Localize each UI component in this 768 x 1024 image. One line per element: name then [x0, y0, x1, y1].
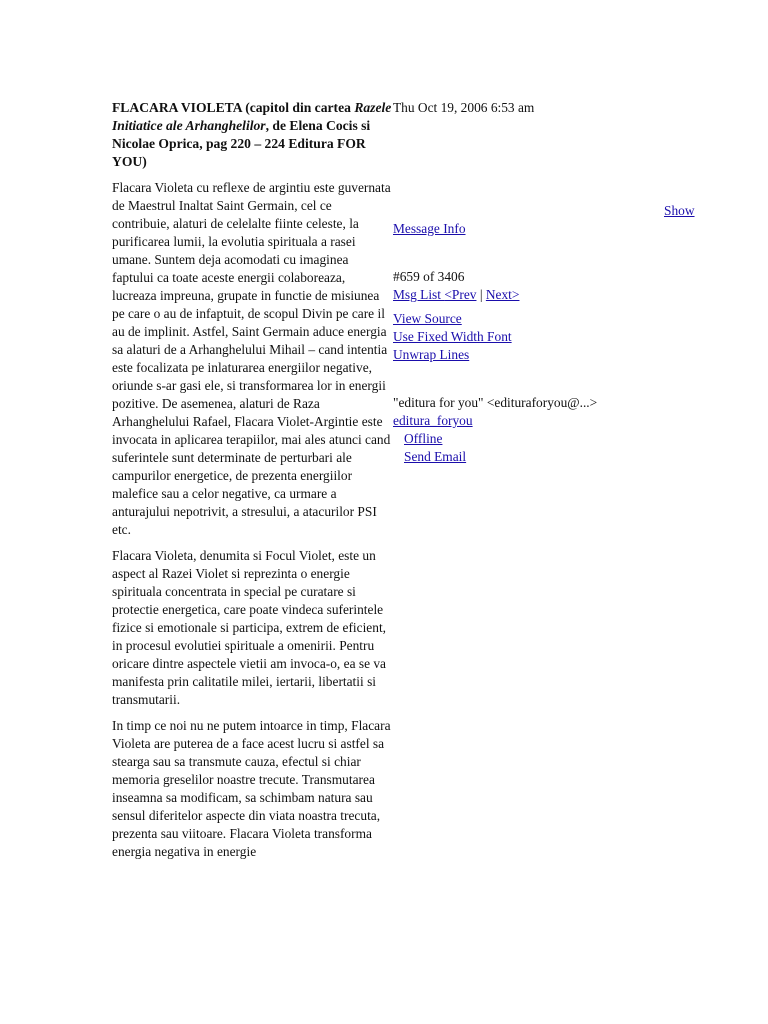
paragraph-1: Flacara Violeta cu reflexe de argintiu este guvernata de Maestrul Inaltat Saint Germain, cel ce contribuie, alaturi de celelalte fiinte celeste, la purificarea lumii, la evolutia spirituala a rasei umane. Suntem deja acomodati cu imaginea faptului ca toate aceste energii colaboreaza, lucreaza impreuna, grupate in functie de misiunea pe care o au de infaptuit, de scopul Divin pe care il au de implinit. Astfel, Saint Germain aduce energia sa alaturi de a Arhanghelului Mihail – cand intentia este focalizata pe inlaturarea energiilor negative, oriunde s-ar gasi ele, si transformarea lor in energii pozitive. De asemenea, alaturi de Raza Arhanghelului Rafael, Flacara Violet-Argintie este invocata in aplicarea terapiilor, mai ales atunci cand suferintele sunt determinate de perturbari ale campurilor energetice, de prezenta energiilor malefice sau a celor negative, ca urmare a anturajului nepotrivit, a stresului, a atacurilor PSI etc.: [112, 180, 391, 537]
message-counter: #659 of 3406: [393, 269, 465, 284]
message-date: Thu Oct 19, 2006 6:53 am: [393, 100, 535, 115]
title-text-end: , de Elena Cocis si Nicolae Oprica, pag 220 – 224 Editura FOR YOU): [112, 118, 371, 169]
nav-separator: |: [479, 287, 483, 302]
unwrap-lines-link[interactable]: Unwrap Lines: [393, 347, 470, 362]
msg-nav: [393, 286, 519, 304]
view-source-link[interactable]: View Source: [393, 311, 462, 326]
next-link[interactable]: Next>: [485, 287, 520, 302]
msg-list-label: Msg List: [393, 287, 441, 302]
fixed-width-font-link[interactable]: Use Fixed Width Font: [393, 329, 512, 344]
message-body: [112, 99, 392, 869]
paragraph-3: In timp ce noi nu ne putem intoarce in timp, Flacara Violeta are puterea de a face acest lucru si astfel sa stearga sau sa transmute cauza, efectul si chiar memoria greselilor noastre trecute. Transmutarea inseamna sa modificam, sa schimbam natura sau sensul diferitelor aspecte din viata noastra trecuta, prezenta sau viitoare. Flacara Violeta transforma energia negativa in energie: [112, 718, 391, 859]
book-title: Razele Initiatice ale Arhanghelilor: [112, 100, 392, 133]
offline-status-link[interactable]: Offline: [404, 431, 443, 446]
msg-list-prev-link[interactable]: [393, 287, 476, 302]
title-text: FLACARA VIOLETA (capitol din cartea: [112, 100, 355, 115]
message-info-link[interactable]: Message Info: [393, 221, 466, 236]
sender-username-link[interactable]: editura_foryou: [393, 413, 473, 428]
prev-label: <Prev: [444, 287, 477, 302]
show-link[interactable]: Show: [664, 203, 695, 218]
paragraph-2: Flacara Violeta, denumita si Focul Violet, este un aspect al Razei Violet si reprezinta o energie spirituala concentrata in special pe curatare si protectie energetica, care poate vindeca suferintele fizice si emotionale si participa, extrem de eficient, in procesul evolutiei spirituale a omenirii. Pentru oricare dintre aspectele vietii am invoca-o, ea se va manifesta prin calitatile milei, iertarii, libertatii si transmutarii.: [112, 548, 387, 707]
sender-display: "editura for you" <edituraforyou@...>: [393, 395, 598, 410]
send-email-link[interactable]: Send Email: [404, 449, 467, 464]
message-title: [112, 99, 392, 171]
